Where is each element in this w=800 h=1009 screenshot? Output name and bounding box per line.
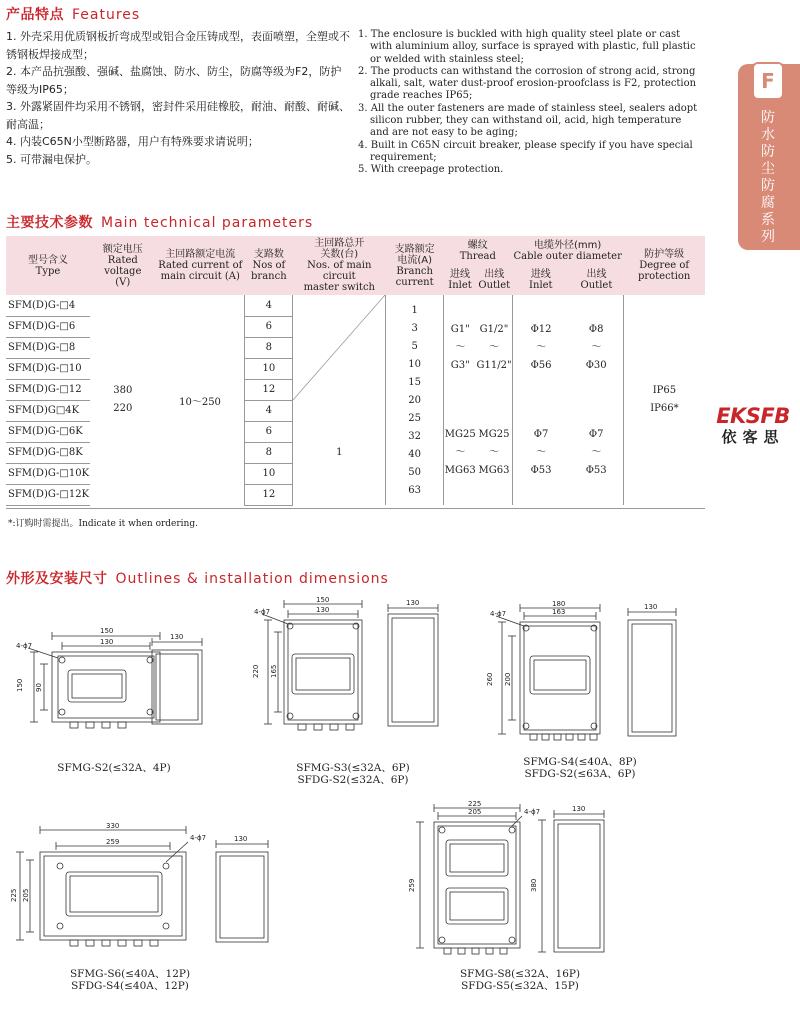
- outline-drawing-s4: [482, 600, 692, 750]
- th-voltage: 额定电压 Rated voltage (V): [90, 236, 156, 295]
- dim-side: 130: [170, 633, 184, 641]
- master-switch-cell: 1: [336, 447, 343, 458]
- table-row: SFM(D)G-□6K 6: [6, 421, 705, 442]
- feature-cn-item: 1. 外壳采用优质钢板折弯成型或铝合金压铸成型，表面喷塑，全塑或不锈钢板焊接成型；: [6, 30, 350, 61]
- dim-side: 130: [406, 599, 420, 607]
- dim-w2: 130: [100, 638, 114, 646]
- voltage-cell: 380 220: [113, 385, 133, 414]
- cable-inlet-cell-1: Φ12 ～ Φ56: [530, 323, 552, 371]
- outlines-title-cn: 外形及安装尺寸: [6, 571, 108, 587]
- dim-h2: 200: [504, 672, 512, 686]
- feature-en-item: 4. Built in C65N circuit breaker, please specify if you have special requirement;: [358, 139, 693, 163]
- table-row: SFM(D)G-□10K 10: [6, 463, 705, 484]
- thread-inlet-cell-1: G1" ～ G3": [450, 323, 470, 371]
- outline-drawing-s3: [248, 596, 458, 756]
- brand-logo-en: EKSFB: [716, 404, 790, 428]
- table-row: SFM(D)G-□10 10: [6, 358, 705, 379]
- current-range-cell: 10～250: [156, 295, 245, 505]
- features-title-en: Features: [72, 7, 141, 23]
- th-master-switch: 主回路总开 关数(台) Nos. of main circuit master switch: [293, 236, 386, 295]
- diagonal-line: [293, 295, 385, 400]
- outline-drawing-s6: [10, 822, 310, 962]
- caption-s3: SFMG-S3(≤32A、6P) SFDG-S2(≤32A、6P): [296, 762, 410, 786]
- thread-outlet-cell-1: G1/2" ～ G11/2": [477, 295, 513, 400]
- brand-logo-cn: 依客思: [721, 428, 785, 446]
- th-cable: 电缆外径(mm) Cable outer diameter: [512, 236, 623, 266]
- feature-cn-item: 4. 内装C65N小型断路器，用户有特殊要求请说明；: [6, 135, 259, 148]
- features-en-list: [358, 29, 703, 177]
- outlines-title-en: Outlines & installation dimensions: [115, 571, 389, 587]
- table-row: SFM(D)G□4K 4 1 MG25 ～ MG63 MG25 ～ MG63 Φ7 ～ Φ53 Φ7 ～ Φ53: [6, 400, 705, 421]
- series-side-tab: [738, 64, 800, 250]
- th-type: 型号含义 Type: [6, 236, 90, 295]
- th-cable-outlet: 出线 Outlet: [570, 266, 624, 296]
- th-thread-outlet: 出线 Outlet: [477, 266, 513, 296]
- cable-inlet-cell-2: Φ7 ～ Φ53: [530, 428, 552, 476]
- feature-cn-item: 3. 外露紧固件均采用不锈钢，密封件采用硅橡胶，耐油、耐酸、耐碱、耐高温；: [6, 100, 350, 131]
- dim-hole: 4-ϕ7: [490, 610, 507, 618]
- th-thread: 螺纹 Thread: [444, 236, 513, 266]
- dim-w1: 225: [468, 800, 482, 808]
- tech-title: [6, 212, 313, 232]
- outline-drawing-s8: [408, 796, 648, 966]
- series-name: 防水防尘防腐系列: [761, 110, 775, 245]
- feature-en-item: 2. The products can withstand the corrosion of strong acid, strong alkali, salt, water dust-proof erosion-proofclass is F2, protection grade reaches IP65;: [358, 65, 697, 102]
- th-branch: 支路数 Nos of branch: [245, 236, 293, 295]
- dim-h2: 165: [270, 664, 278, 678]
- dim-h1: 259: [408, 878, 416, 892]
- feature-cn-item: 2. 本产品抗强酸、强碱、盐腐蚀、防水、防尘，防腐等级为F2，防护等级为IP65；: [6, 65, 342, 96]
- caption-s8: SFMG-S8(≤32A、16P) SFDG-S5(≤32A、15P): [459, 968, 581, 992]
- dim-h1: 150: [16, 678, 24, 692]
- dim-side: 130: [572, 805, 586, 813]
- feature-en-item: 5. With creepage protection.: [358, 164, 504, 176]
- table-row: SFM(D)G-□4 380 220 10～250 4 1 3 5 10 15 20 25 32 40 50 63 G1" ～ G3" G1/2" ～ G11/2" Φ12 ～ Φ56 Φ8 ～ Φ30 IP65 IP66*: [6, 295, 705, 316]
- order-note: *:订购时需提出。Indicate it when ordering.: [8, 519, 198, 529]
- dim-w2: 259: [106, 838, 120, 846]
- th-branch-current: 支路额定 电流(A) Branch current: [386, 236, 444, 295]
- dim-w1: 330: [106, 822, 120, 830]
- protection-cell: IP65 IP66*: [650, 385, 679, 414]
- features-title: [6, 4, 140, 24]
- dim-side: 130: [234, 835, 248, 843]
- table-row: SFM(D)G-□12K 12: [6, 484, 705, 505]
- th-cable-inlet: 进线 Inlet: [512, 266, 570, 296]
- dim-h1: 260: [486, 672, 494, 686]
- master-diagonal-cell: [293, 295, 386, 400]
- thread-outlet-cell-2: MG25 ～ MG63: [477, 400, 513, 505]
- outlines-title: [6, 568, 389, 588]
- dim-w2: 163: [552, 608, 566, 616]
- table-row: SFM(D)G-□6 6: [6, 316, 705, 337]
- dim-h1: 220: [252, 664, 260, 678]
- table-row: SFM(D)G-□8 8: [6, 337, 705, 358]
- cable-outlet-cell-2: Φ7 ～ Φ53: [570, 400, 624, 505]
- caption-s6: SFMG-S6(≤40A、12P) SFDG-S4(≤40A、12P): [69, 968, 191, 992]
- table-row: SFM(D)G-□12 12: [6, 379, 705, 400]
- dim-w1: 150: [100, 627, 114, 635]
- th-current: 主回路额定电流 Rated current of main circuit (A): [156, 236, 245, 295]
- brand-logo: [706, 404, 800, 447]
- dim-h2: 205: [22, 888, 30, 902]
- spec-table: [6, 236, 705, 506]
- dim-w2: 205: [468, 808, 482, 816]
- caption-s4: SFMG-S4(≤40A、8P) SFDG-S2(≤63A、6P): [523, 756, 637, 780]
- section-letter: F: [752, 62, 784, 100]
- features-cn-list: [6, 28, 351, 168]
- th-thread-inlet: 进线 Inlet: [444, 266, 477, 296]
- tech-title-en: Main technical parameters: [101, 215, 314, 231]
- table-bottom-rule: [6, 508, 705, 509]
- feature-cn-item: 5. 可带漏电保护。: [6, 152, 97, 166]
- dim-hole: 4-ϕ7: [16, 642, 33, 650]
- dim-h2: 380: [530, 878, 538, 892]
- feature-en-item: 1. The enclosure is buckled with high quality steel plate or cast with aluminium alloy, surface is sprayed with plastic, full plastic or welded with stainless steel;: [358, 29, 696, 65]
- dim-h2: 90: [35, 683, 43, 692]
- tech-title-cn: 主要技术参数: [6, 215, 93, 231]
- dim-side: 130: [644, 603, 658, 611]
- features-title-cn: 产品特点: [6, 7, 64, 23]
- caption-s2: SFMG-S2(≤32A、4P): [57, 762, 171, 774]
- th-protection: 防护等级 Degree of protection: [623, 236, 705, 295]
- dim-hole: 4-ϕ7: [524, 808, 541, 816]
- dim-w2: 130: [316, 606, 330, 614]
- dim-h1: 225: [10, 888, 18, 902]
- dim-w1: 150: [316, 596, 330, 604]
- thread-inlet-cell-2: MG25 ～ MG63: [444, 428, 476, 476]
- cable-outlet-cell-1: Φ8 ～ Φ30: [570, 295, 624, 400]
- dim-hole: 4-ϕ7: [254, 608, 271, 616]
- branch-current-cell: 1 3 5 10 15 20 25 32 40 50 63: [386, 295, 444, 505]
- table-row: SFM(D)G-□8K 8: [6, 442, 705, 463]
- outline-drawing-s2: [10, 620, 230, 745]
- dim-hole: 4-ϕ7: [190, 834, 207, 842]
- feature-en-item: 3. All the outer fasteners are made of stainless steel, sealers adopt silicon rubber, they can withstand oil, acid, high temperature and are not easy to be aging;: [358, 102, 698, 139]
- dim-w1: 180: [552, 600, 566, 608]
